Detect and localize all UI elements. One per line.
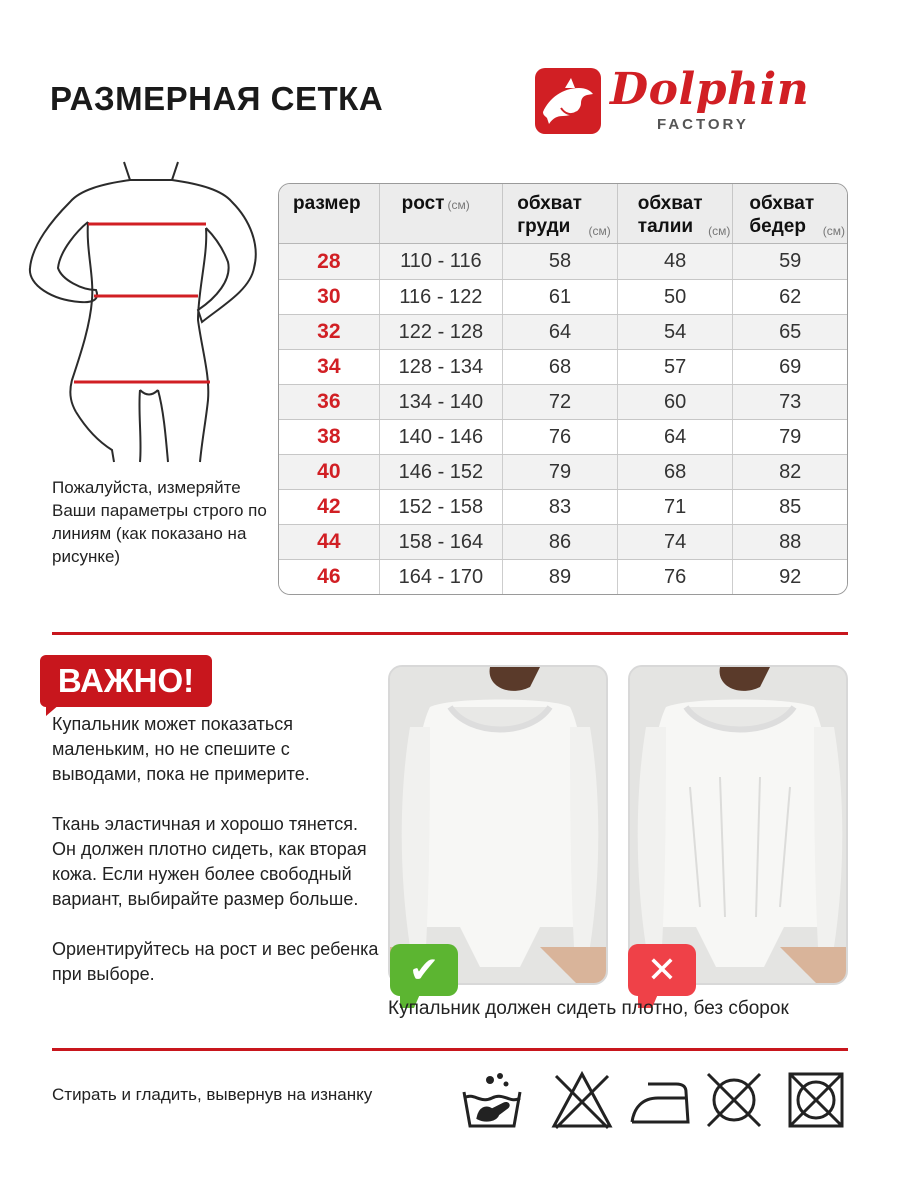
cell-hips: 79 <box>732 420 847 454</box>
header-waist-unit: (см) <box>708 224 731 238</box>
cell-hips: 85 <box>732 490 847 524</box>
brand-name: Dolphin <box>610 64 810 115</box>
header-height-label: рост <box>401 193 445 214</box>
no-dry-clean-icon <box>702 1068 766 1132</box>
cell-waist: 76 <box>617 560 733 594</box>
cell-size: 34 <box>317 355 341 378</box>
header-waist-label: обхват талии <box>637 193 703 237</box>
cell-height: 122 - 128 <box>379 315 503 349</box>
cell-size: 44 <box>317 530 341 553</box>
no-bleach-icon <box>550 1068 614 1132</box>
table-row <box>279 524 847 559</box>
header-size <box>279 184 379 243</box>
size-table <box>278 183 848 595</box>
cell-hips: 88 <box>732 525 847 559</box>
brand-subtitle: FACTORY <box>657 116 749 133</box>
important-text <box>52 712 382 1012</box>
header-hips-label: обхват бедер <box>749 193 815 237</box>
iron-icon <box>628 1068 692 1132</box>
cell-hips: 69 <box>732 350 847 384</box>
brand-logo <box>535 64 855 138</box>
cell-height: 146 - 152 <box>379 455 503 489</box>
cross-mark: ✕ <box>646 949 678 990</box>
table-row <box>279 454 847 489</box>
care-text: Стирать и гладить, вывернув на изнанку <box>52 1085 373 1104</box>
important-paragraph: Купальник может показаться маленьким, но не спешите с выводами, пока не примерите. <box>52 714 310 784</box>
important-paragraph: Ориентируйтесь на рост и вес ребенка при выборе. <box>52 939 379 984</box>
cell-chest: 89 <box>502 560 617 594</box>
cell-size: 32 <box>317 320 341 343</box>
cell-height: 158 - 164 <box>379 525 503 559</box>
cell-hips: 62 <box>732 280 847 314</box>
cell-waist: 60 <box>617 385 733 419</box>
table-row <box>279 349 847 384</box>
section-divider <box>52 632 848 635</box>
cell-size: 36 <box>317 390 341 413</box>
cell-height: 152 - 158 <box>379 490 503 524</box>
important-paragraph: Ткань эластичная и хорошо тянется. Он должен плотно сидеть, как вторая кожа. Если нужен более свободный вариант, выбирайте размер больше. <box>52 814 367 909</box>
header-chest-unit: (см) <box>588 224 611 238</box>
measure-note: Пожалуйста, измеряйте Ваши параметры строго по линиям (как показано на рисунке) <box>52 478 267 566</box>
photo-loose-fit <box>628 665 848 985</box>
cell-height: 134 - 140 <box>379 385 503 419</box>
cell-size: 38 <box>317 425 341 448</box>
table-row <box>279 279 847 314</box>
cell-waist: 64 <box>617 420 733 454</box>
cell-size: 28 <box>317 249 341 273</box>
hand-wash-icon <box>460 1068 524 1132</box>
no-tumble-dry-icon <box>784 1068 848 1132</box>
cell-chest: 79 <box>502 455 617 489</box>
header-hips <box>732 184 847 243</box>
size-table-header <box>279 184 847 244</box>
cell-hips: 65 <box>732 315 847 349</box>
cell-chest: 86 <box>502 525 617 559</box>
cross-badge-icon <box>628 944 696 996</box>
header-waist <box>617 184 733 243</box>
dolphin-logo-icon <box>535 68 601 134</box>
cell-height: 164 - 170 <box>379 560 503 594</box>
cell-hips: 82 <box>732 455 847 489</box>
cell-waist: 74 <box>617 525 733 559</box>
table-row <box>279 559 847 594</box>
cell-size: 42 <box>317 495 341 518</box>
photos-caption: Купальник должен сидеть плотно, без сборок <box>388 998 789 1019</box>
cell-waist: 54 <box>617 315 733 349</box>
cell-hips: 73 <box>732 385 847 419</box>
cell-height: 128 - 134 <box>379 350 503 384</box>
cell-size: 46 <box>317 565 341 588</box>
cell-chest: 76 <box>502 420 617 454</box>
cell-chest: 72 <box>502 385 617 419</box>
body-measure-illustration <box>22 150 262 470</box>
section-divider <box>52 1048 848 1051</box>
size-table-body <box>279 244 847 594</box>
cell-height: 140 - 146 <box>379 420 503 454</box>
cell-size: 30 <box>317 285 341 308</box>
cell-hips: 59 <box>732 244 847 279</box>
table-row <box>279 314 847 349</box>
cell-chest: 61 <box>502 280 617 314</box>
header-chest-label: обхват груди <box>517 193 582 237</box>
cell-waist: 71 <box>617 490 733 524</box>
cell-chest: 58 <box>502 244 617 279</box>
important-badge: ВАЖНО! <box>40 655 212 707</box>
cell-waist: 68 <box>617 455 733 489</box>
header-height <box>379 184 503 243</box>
table-row <box>279 384 847 419</box>
table-row <box>279 489 847 524</box>
cell-height: 116 - 122 <box>379 280 503 314</box>
check-mark: ✔ <box>408 949 440 990</box>
cell-chest: 83 <box>502 490 617 524</box>
cell-chest: 64 <box>502 315 617 349</box>
page-title: РАЗМЕРНАЯ СЕТКА <box>50 80 384 117</box>
header-height-unit: (см) <box>447 198 470 212</box>
cell-size: 40 <box>317 460 341 483</box>
cell-waist: 57 <box>617 350 733 384</box>
cell-chest: 68 <box>502 350 617 384</box>
check-badge-icon <box>390 944 458 996</box>
cell-waist: 50 <box>617 280 733 314</box>
photo-good-fit <box>388 665 608 985</box>
header-size-label: размер <box>293 193 361 214</box>
cell-height: 110 - 116 <box>379 244 503 279</box>
cell-waist: 48 <box>617 244 733 279</box>
header-hips-unit: (см) <box>822 224 845 238</box>
table-row <box>279 244 847 279</box>
table-row <box>279 419 847 454</box>
cell-hips: 92 <box>732 560 847 594</box>
header-chest <box>502 184 617 243</box>
